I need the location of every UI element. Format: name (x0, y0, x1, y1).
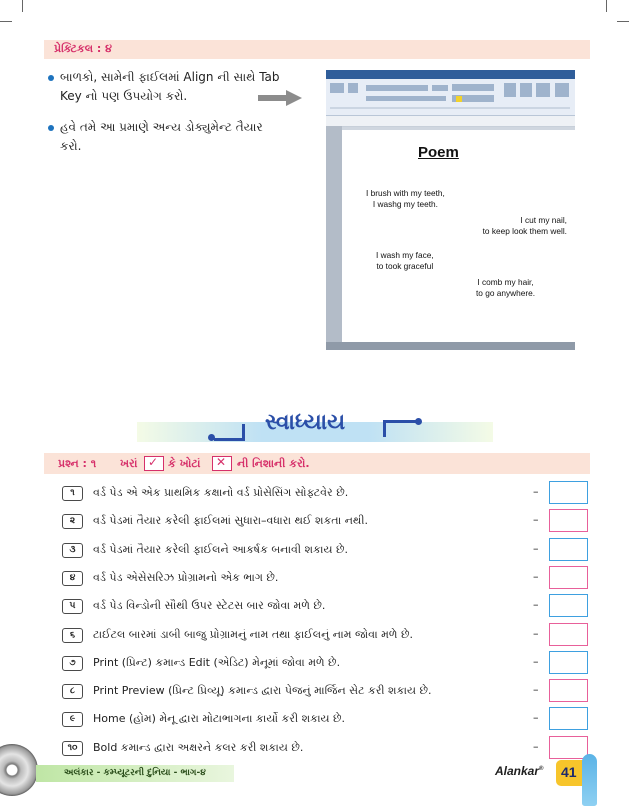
question-header (44, 453, 590, 474)
item-number: ૮ (62, 684, 83, 699)
answer-box[interactable] (549, 509, 588, 532)
instruction-text: બાળકો, સામેની ફાઈલમાં Align ની સાથે Tab Key નો પણ ઉપયોગ કરો. (60, 70, 280, 103)
answer-box[interactable] (549, 736, 588, 759)
answer-box[interactable] (549, 481, 588, 504)
crop-mark (617, 21, 629, 22)
question-text: ની નિશાની કરો. (237, 457, 310, 470)
poem-stanza: I wash my face, to took graceful (376, 250, 434, 271)
answer-box[interactable] (549, 623, 588, 646)
answer-box[interactable] (549, 538, 588, 561)
item-dash: – (533, 711, 539, 725)
page-number: 41 (561, 764, 577, 780)
ruler (326, 116, 575, 127)
poem-title: Poem (418, 144, 459, 161)
question-item (0, 679, 629, 703)
bracket-decoration (214, 424, 245, 441)
item-dash: – (533, 541, 539, 555)
crop-mark (606, 0, 607, 12)
item-text: Home (હોમ) મેનૂ દ્વારા મોટાભાગના કાર્યો કરી શકાય છે. (93, 712, 346, 726)
question-item (0, 707, 629, 731)
item-number: ૩ (62, 543, 83, 558)
answer-box[interactable] (549, 594, 588, 617)
item-number: ૭ (62, 656, 83, 671)
item-text: Print Preview (પ્રિન્ટ પ્રિવ્યૂ) કમાન્ડ દ્વારા પેજનું માર્જિન સેટ કરી શકાય છે. (93, 684, 432, 698)
item-number: ૨ (62, 514, 83, 529)
item-text: વર્ડ પેડ વિન્ડોની સૌથી ઉપર સ્ટેટસ બાર જોવા મળે છે. (93, 599, 326, 613)
item-number: ૪ (62, 571, 83, 586)
item-dash: – (533, 626, 539, 640)
question-item (0, 594, 629, 618)
instruction-text: હવે તમે આ પ્રમાણે અન્ય ડોક્યુમેન્ટ તૈયાર કરો. (60, 120, 263, 153)
arrow-right-icon (258, 90, 302, 106)
item-text: વર્ડ પેડ એ એક પ્રાથમિક કક્ષાનો વર્ડ પ્રોસેસિંગ સોફ્ટવેર છે. (93, 486, 349, 499)
question-item (0, 538, 629, 562)
item-text: વર્ડ પેડમાં તૈયાર કરેલી ફાઈલને આકર્ષક બનાવી શકાય છે. (93, 542, 348, 556)
practical-title: પ્રેક્ટિકલ : ૪ (54, 42, 112, 55)
check-mark-icon: ✓ (144, 456, 164, 471)
question-label: પ્રશ્ન : ૧ (58, 457, 97, 470)
item-number: ૧ (62, 486, 83, 501)
publisher-logo: Alankar® (495, 764, 544, 778)
poem-stanza: I comb my hair, to go anywhere. (476, 277, 536, 298)
item-number: ૬ (62, 628, 83, 643)
ribbon (326, 79, 575, 116)
window-titlebar (326, 70, 575, 79)
question-item (0, 566, 629, 590)
item-number: ૫ (62, 599, 83, 614)
pointer-hand-icon (582, 754, 597, 806)
question-text: કે ખોટાં (168, 457, 201, 470)
question-item (0, 509, 629, 533)
item-number: ૯ (62, 712, 83, 727)
item-text: ટાઈટલ બારમાં ડાબી બાજુ પ્રોગ્રામનું નામ તથા ફાઈલનું નામ જોવા મળે છે. (93, 627, 414, 641)
poem-stanza: I brush with my teeth, I washg my teeth. (366, 188, 445, 209)
crop-mark (0, 21, 12, 22)
footer-series: અલંકાર - કમ્પ્યૂટરની દુનિયા - ભાગ-૪ (64, 768, 206, 778)
practical-header (44, 40, 590, 59)
answer-box[interactable] (549, 651, 588, 674)
item-text: Print (પ્રિન્ટ) કમાન્ડ Edit (એડિટ) મેનૂમાં જોવા મળે છે. (93, 655, 341, 669)
question-item (0, 736, 629, 760)
question-item (0, 481, 629, 505)
crop-mark (22, 0, 23, 12)
instruction-item (60, 68, 280, 106)
item-dash: – (533, 569, 539, 583)
document-page (342, 130, 575, 350)
bullet-icon (48, 75, 54, 81)
item-text: વર્ડ પેડ એસેસરિઝ પ્રોગ્રામનો એક ભાગ છે. (93, 570, 279, 584)
item-text: Bold કમાન્ડ દ્વારા અક્ષરને કલર કરી શકાય છે. (93, 740, 304, 754)
item-dash: – (533, 485, 539, 498)
question-item (0, 623, 629, 647)
item-dash: – (533, 683, 539, 697)
cross-mark-icon: ✕ (212, 456, 232, 471)
wordpad-screenshot (326, 70, 575, 350)
question-item (0, 651, 629, 675)
item-dash: – (533, 739, 539, 753)
bracket-decoration (383, 420, 416, 437)
answer-box[interactable] (549, 566, 588, 589)
item-dash: – (533, 598, 539, 612)
section-title: સ્વાધ્યાય (265, 410, 346, 435)
item-text: વર્ડ પેડમાં તૈયાર કરેલી ફાઈલમાં સુધારા–વધારા થઈ શકતા નથી. (93, 514, 368, 528)
bullet-icon (48, 125, 54, 131)
instruction-item (60, 118, 270, 156)
item-number: ૧૦ (62, 741, 83, 756)
poem-stanza: I cut my nail, to keep look them well. (482, 215, 567, 236)
footer-series-bar (36, 765, 234, 782)
item-dash: – (533, 513, 539, 527)
answer-box[interactable] (549, 679, 588, 702)
item-dash: – (533, 654, 539, 668)
question-text: ખરાં (120, 457, 138, 470)
answer-box[interactable] (549, 707, 588, 730)
